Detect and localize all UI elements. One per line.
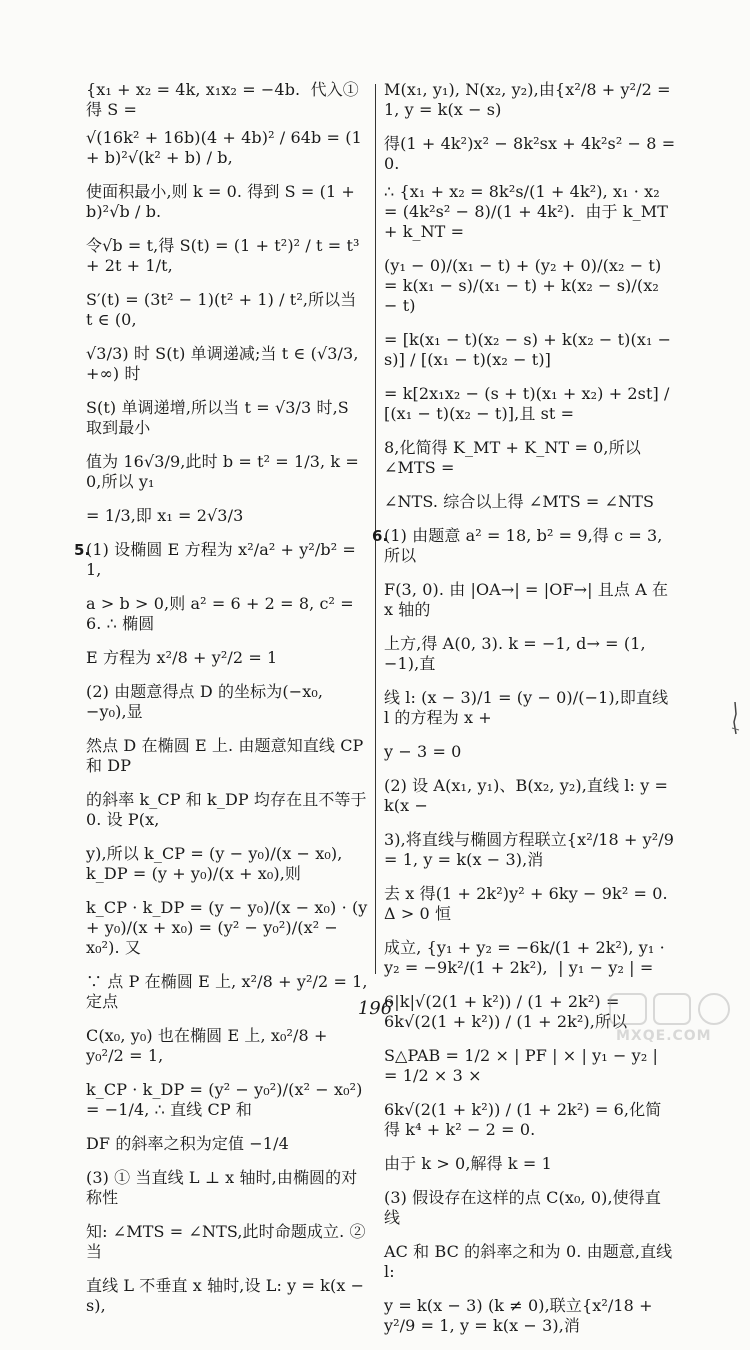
text-line: 直线 L 不垂直 x 轴时,设 L: y = k(x − s), bbox=[86, 1276, 370, 1315]
margin-pen-mark bbox=[726, 700, 744, 740]
text-line: y − 3 = 0 bbox=[384, 742, 462, 761]
text-line: 值为 16√3/9,此时 b = t² = 1/3, k = 0,所以 y₁ bbox=[86, 452, 365, 491]
text-line: = [k(x₁ − t)(x₂ − s) + k(x₂ − t)(x₁ − s)] / [(x₁ − t)(x₂ − t)] bbox=[384, 330, 677, 369]
text-line: a > b > 0,则 a² = 6 + 2 = 8, c² = 6. ∴ 椭圆 bbox=[86, 594, 359, 633]
text-line: (2) 设 A(x₁, y₁)、B(x₂, y₂),直线 l: y = k(x − bbox=[384, 776, 674, 815]
text-line: = 1/3,即 x₁ = 2√3/3 bbox=[86, 506, 244, 525]
text-line: 由于 k > 0,解得 k = 1 bbox=[384, 1154, 552, 1173]
text-line: 6|k|√(2(1 + k²)) / (1 + 2k²) = 6k√(2(1 + k²)) / (1 + 2k²),所以 bbox=[384, 992, 628, 1031]
text-line: (1) 由题意 a² = 18, b² = 9,得 c = 3,所以 bbox=[384, 526, 663, 565]
text-line: S△PAB = 1/2 × | PF | × | y₁ − y₂ | = 1/2 × 3 × bbox=[384, 1046, 664, 1085]
text-line: y),所以 k_CP = (y − y₀)/(x − x₀), k_DP = (y + y₀)/(x + x₀),则 bbox=[86, 844, 348, 883]
text-line: (1) 设椭圆 E 方程为 x²/a² + y²/b² = 1, bbox=[86, 540, 362, 579]
section-5-line bbox=[74, 540, 368, 580]
text-line: (2) 由题意得点 D 的坐标为(−x₀, −y₀),显 bbox=[86, 682, 329, 721]
text-line: 然点 D 在椭圆 E 上. 由题意知直线 CP 和 DP bbox=[86, 736, 369, 775]
section-number: 6. bbox=[372, 527, 389, 545]
text-line: {x₁ + x₂ = 4k, x₁x₂ = −4b. 代入①得 S = bbox=[86, 80, 359, 119]
text-line: 使面积最小,则 k = 0. 得到 S = (1 + b)²√b / b. bbox=[86, 182, 361, 221]
text-line: k_CP · k_DP = (y − y₀)/(x − x₀) · (y + y₀)/(x + x₀) = (y² − y₀²)/(x² − x₀²). 又 bbox=[86, 898, 373, 957]
text-line: (3) ① 当直线 L ⊥ x 轴时,由椭圆的对称性 bbox=[86, 1168, 358, 1207]
text-line: F(3, 0). 由 |OA→| = |OF→| 且点 A 在 x 轴的 bbox=[384, 580, 674, 619]
text-line: M(x₁, y₁), N(x₂, y₂),由{x²/8 + y²/2 = 1, y = k(x − s) bbox=[384, 80, 676, 119]
text-line: DF 的斜率之积为定值 −1/4 bbox=[86, 1134, 289, 1153]
text-line: 上方,得 A(0, 3). k = −1, d→ = (1, −1),直 bbox=[384, 634, 651, 673]
section-number: 5. bbox=[74, 541, 91, 559]
text-line: = k[2x₁x₂ − (s + t)(x₁ + x₂) + 2st] / [(x₁ − t)(x₂ − t)],且 st = bbox=[384, 384, 675, 423]
text-line: E 方程为 x²/8 + y²/2 = 1 bbox=[86, 648, 278, 667]
text-line: 得(1 + 4k²)x² − 8k²sx + 4k²s² − 8 = 0. bbox=[384, 134, 681, 173]
text-line: √3/3) 时 S(t) 单调递减;当 t ∈ (√3/3, +∞) 时 bbox=[86, 344, 364, 383]
text-line: ∠NTS. 综合以上得 ∠MTS = ∠NTS bbox=[384, 492, 655, 511]
text-line: k_CP · k_DP = (y² − y₀²)/(x² − x₀²) = −1/4, ∴ 直线 CP 和 bbox=[86, 1080, 368, 1119]
text-line: 令√b = t,得 S(t) = (1 + t²)² / t = t³ + 2t + 1/t, bbox=[86, 236, 365, 275]
section-6-line bbox=[372, 526, 676, 566]
watermark-icon bbox=[606, 990, 736, 1030]
text-line: ∵ 点 P 在椭圆 E 上, x²/8 + y²/2 = 1,定点 bbox=[86, 972, 368, 1011]
text-line: 8,化简得 K_MT + K_NT = 0,所以 ∠MTS = bbox=[384, 438, 646, 477]
text-line: 的斜率 k_CP 和 k_DP 均存在且不等于 0. 设 P(x, bbox=[86, 790, 372, 829]
text-line: ∴ {x₁ + x₂ = 8k²s/(1 + 4k²), x₁ · x₂ = (4k²s² − 8)/(1 + 4k²). 由于 k_MT + k_NT = bbox=[384, 182, 674, 241]
left-column bbox=[74, 80, 373, 1330]
text-line: 线 l: (x − 3)/1 = (y − 0)/(−1),即直线 l 的方程为 x + bbox=[384, 688, 674, 727]
text-line: (y₁ − 0)/(x₁ − t) + (y₂ + 0)/(x₂ − t) = k(x₁ − s)/(x₁ − t) + k(x₂ − s)/(x₂ − t) bbox=[384, 256, 667, 315]
text-line: √(16k² + 16b)(4 + 4b)² / 64b = (1 + b)²√(k² + b) / b, bbox=[86, 128, 368, 167]
text-line: AC 和 BC 的斜率之和为 0. 由题意,直线 l: bbox=[384, 1242, 678, 1281]
text-line: 6k√(2(1 + k²)) / (1 + 2k²) = 6,化简得 k⁴ + k² − 2 = 0. bbox=[384, 1100, 662, 1139]
page-number: 196 bbox=[357, 998, 393, 1019]
text-line: S′(t) = (3t² − 1)(t² + 1) / t²,所以当 t ∈ (0, bbox=[86, 290, 362, 329]
text-line: y = k(x − 3) (k ≠ 0),联立{x²/18 + y²/9 = 1, y = k(x − 3),消 bbox=[384, 1296, 658, 1335]
watermark-logo bbox=[606, 990, 736, 1046]
text-line: 知: ∠MTS = ∠NTS,此时命题成立. ② 当 bbox=[86, 1222, 371, 1261]
text-line: 成立, {y₁ + y₂ = −6k/(1 + 2k²), y₁ · y₂ = −9k²/(1 + 2k²), | y₁ − y₂ | = bbox=[384, 938, 671, 977]
text-line: 去 x 得(1 + 2k²)y² + 6ky − 9k² = 0. Δ > 0 恒 bbox=[384, 884, 673, 923]
text-line: 3),将直线与椭圆方程联立{x²/18 + y²/9 = 1, y = k(x − 3),消 bbox=[384, 830, 680, 869]
text-line: (3) 假设存在这样的点 C(x₀, 0),使得直线 bbox=[384, 1188, 661, 1227]
watermark-text: MXQE.COM bbox=[616, 1028, 712, 1044]
text-line: S(t) 单调递增,所以当 t = √3/3 时,S 取到最小 bbox=[86, 398, 355, 437]
text-line: C(x₀, y₀) 也在椭圆 E 上, x₀²/8 + y₀²/2 = 1, bbox=[86, 1026, 333, 1065]
